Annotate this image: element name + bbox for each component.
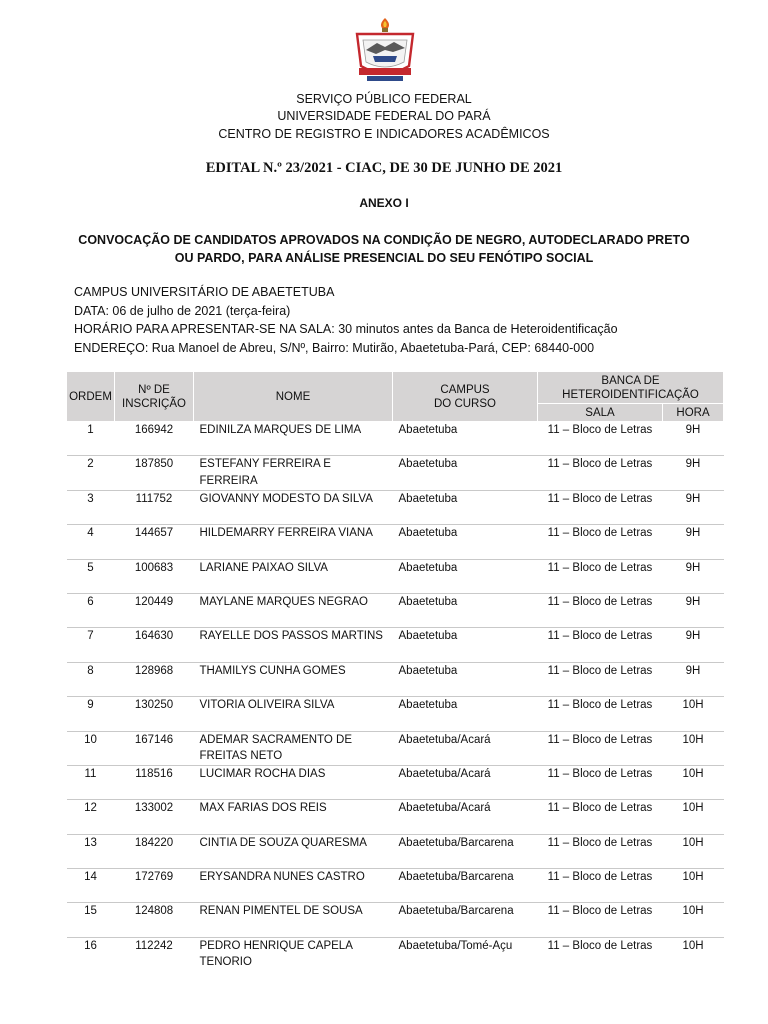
table-row: [67, 525, 724, 559]
cell-ordem: 10: [67, 731, 115, 765]
info-campus: CAMPUS UNIVERSITÁRIO DE ABAETETUBA: [74, 285, 335, 299]
cell-campus: Abaetetuba: [393, 559, 538, 593]
cell-hora: 10H: [663, 731, 724, 765]
cell-sala: 11 – Bloco de Letras: [538, 490, 663, 524]
cell-nome: HILDEMARRY FERREIRA VIANA: [194, 525, 393, 559]
info-address: ENDEREÇO: Rua Manoel de Abreu, S/Nº, Bairro: Mutirão, Abaetetuba-Pará, CEP: 68440-000: [74, 340, 595, 355]
cell-campus: Abaetetuba/Barcarena: [393, 869, 538, 903]
cell-nome: ESTEFANY FERREIRA E FERREIRA: [194, 456, 393, 490]
cell-campus: Abaetetuba: [393, 662, 538, 696]
cell-inscricao: 111752: [115, 490, 194, 524]
cell-inscricao: 124808: [115, 903, 194, 937]
header-banca-line-2: HETEROIDENTIFICAÇÃO: [562, 388, 699, 401]
header-line-university: UNIVERSIDADE FEDERAL DO PARÁ: [277, 109, 491, 123]
header-banca: [538, 372, 724, 404]
table-row: [67, 765, 724, 799]
cell-campus: Abaetetuba: [393, 697, 538, 731]
cell-ordem: 4: [67, 525, 115, 559]
cell-campus: Abaetetuba/Acará: [393, 765, 538, 799]
cell-sala: 11 – Bloco de Letras: [538, 456, 663, 490]
cell-ordem: 5: [67, 559, 115, 593]
cell-hora: 9H: [663, 662, 724, 696]
table-row: [67, 697, 724, 731]
edital-title: EDITAL N.º 23/2021 - CIAC, DE 30 DE JUNHO DE 2021: [205, 160, 563, 176]
cell-sala: 11 – Bloco de Letras: [547, 424, 653, 436]
cell-nome: THAMILYS CUNHA GOMES: [194, 662, 393, 696]
header-campus: [393, 372, 538, 422]
cell-hora: 9H: [685, 424, 701, 436]
cell-sala: 11 – Bloco de Letras: [538, 937, 663, 971]
cell-campus: Abaetetuba/Acará: [393, 731, 538, 765]
cell-hora: 10H: [663, 937, 724, 971]
table-row: [67, 731, 724, 765]
cell-nome: CINTIA DE SOUZA QUARESMA: [194, 834, 393, 868]
cell-ordem: 1: [87, 424, 94, 436]
header-inscricao-line-1: Nº DE: [138, 383, 170, 396]
cell-sala: 11 – Bloco de Letras: [538, 593, 663, 627]
cell-inscricao: 184220: [115, 834, 194, 868]
header-inscricao: [115, 372, 194, 422]
cell-nome: RAYELLE DOS PASSOS MARTINS: [194, 628, 393, 662]
info-block: [74, 283, 618, 357]
cell-campus: Abaetetuba: [393, 456, 538, 490]
convocation-title: [60, 231, 708, 267]
header-sala: SALA: [538, 404, 663, 422]
header-nome: NOME: [194, 372, 393, 422]
cell-inscricao: 120449: [115, 593, 194, 627]
header-hora: HORA: [663, 404, 724, 422]
cell-campus: Abaetetuba: [393, 628, 538, 662]
cell-hora: 10H: [663, 869, 724, 903]
cell-nome: MAYLANE MARQUES NEGRAO: [194, 593, 393, 627]
cell-inscricao: 100683: [115, 559, 194, 593]
cell-sala: 11 – Bloco de Letras: [538, 869, 663, 903]
cell-ordem: 7: [67, 628, 115, 662]
info-date: DATA: 06 de julho de 2021 (terça-feira): [74, 303, 291, 318]
cell-hora: 9H: [663, 628, 724, 662]
convocation-line-2: OU PARDO, PARA ANÁLISE PRESENCIAL DO SEU FENÓTIPO SOCIAL: [174, 251, 594, 265]
table-row: [67, 869, 724, 903]
cell-nome: LUCIMAR ROCHA DIAS: [194, 765, 393, 799]
cell-nome: ADEMAR SACRAMENTO DE FREITAS NETO: [194, 731, 393, 765]
cell-ordem: 15: [67, 903, 115, 937]
table-row: [67, 834, 724, 868]
annex-title: ANEXO I: [359, 196, 409, 210]
header-ordem: ORDEM: [67, 372, 115, 422]
cell-sala: 11 – Bloco de Letras: [538, 662, 663, 696]
cell-hora: 10H: [663, 765, 724, 799]
cell-campus: Abaetetuba/Acará: [393, 800, 538, 834]
table-row: [67, 490, 724, 524]
cell-hora: 10H: [663, 834, 724, 868]
cell-sala: 11 – Bloco de Letras: [538, 731, 663, 765]
header-line-service: SERVIÇO PÚBLICO FEDERAL: [296, 92, 472, 106]
table-row: [67, 559, 724, 593]
header-line-center: CENTRO DE REGISTRO E INDICADORES ACADÊMICOS: [218, 127, 550, 141]
table-row: [67, 456, 724, 490]
cell-inscricao: 112242: [115, 937, 194, 971]
cell-inscricao: 128968: [115, 662, 194, 696]
cell-inscricao: 164630: [115, 628, 194, 662]
table-row: [67, 800, 724, 834]
cell-ordem: 12: [67, 800, 115, 834]
cell-campus: Abaetetuba/Barcarena: [393, 834, 538, 868]
cell-sala: 11 – Bloco de Letras: [538, 800, 663, 834]
cell-hora: 9H: [663, 593, 724, 627]
cell-inscricao: 130250: [115, 697, 194, 731]
cell-sala: 11 – Bloco de Letras: [538, 765, 663, 799]
cell-hora: 9H: [663, 559, 724, 593]
cell-nome: VITORIA OLIVEIRA SILVA: [194, 697, 393, 731]
cell-inscricao: 118516: [115, 765, 194, 799]
cell-sala: 11 – Bloco de Letras: [538, 697, 663, 731]
cell-ordem: 14: [67, 869, 115, 903]
header-campus-line-2: DO CURSO: [434, 397, 496, 410]
cell-nome: PEDRO HENRIQUE CAPELA TENORIO: [194, 937, 393, 971]
ufpa-logo-icon: [349, 16, 421, 86]
cell-nome: ERYSANDRA NUNES CASTRO: [194, 869, 393, 903]
cell-ordem: 2: [67, 456, 115, 490]
cell-campus: Abaetetuba: [393, 490, 538, 524]
cell-inscricao: 172769: [115, 869, 194, 903]
candidates-table: [66, 371, 724, 971]
header-campus-line-1: CAMPUS: [440, 383, 490, 396]
cell-campus: Abaetetuba: [398, 424, 458, 436]
cell-nome: RENAN PIMENTEL DE SOUSA: [194, 903, 393, 937]
info-schedule: HORÁRIO PARA APRESENTAR-SE NA SALA: 30 minutos antes da Banca de Heteroidentificação: [74, 322, 618, 336]
cell-hora: 10H: [663, 800, 724, 834]
cell-sala: 11 – Bloco de Letras: [538, 903, 663, 937]
cell-inscricao: 167146: [115, 731, 194, 765]
table-row: [67, 937, 724, 971]
cell-hora: 9H: [663, 456, 724, 490]
cell-inscricao: 133002: [115, 800, 194, 834]
cell-campus: Abaetetuba: [393, 525, 538, 559]
cell-sala: 11 – Bloco de Letras: [538, 834, 663, 868]
cell-ordem: 3: [67, 490, 115, 524]
table-row: [67, 903, 724, 937]
cell-sala: 11 – Bloco de Letras: [538, 628, 663, 662]
cell-nome: GIOVANNY MODESTO DA SILVA: [194, 490, 393, 524]
cell-campus: Abaetetuba/Barcarena: [393, 903, 538, 937]
cell-inscricao: 166942: [134, 424, 174, 436]
table-row: [67, 593, 724, 627]
cell-campus: Abaetetuba/Tomé-Açu: [393, 937, 538, 971]
cell-sala: 11 – Bloco de Letras: [538, 559, 663, 593]
header-inscricao-line-2: INSCRIÇÃO: [122, 397, 186, 410]
cell-ordem: 6: [67, 593, 115, 627]
cell-ordem: 11: [67, 765, 115, 799]
cell-ordem: 9: [67, 697, 115, 731]
cell-ordem: 13: [67, 834, 115, 868]
cell-ordem: 16: [67, 937, 115, 971]
cell-nome: EDINILZA MARQUES DE LIMA: [199, 424, 362, 436]
cell-nome: LARIANE PAIXAO SILVA: [194, 559, 393, 593]
convocation-line-1: CONVOCAÇÃO DE CANDIDATOS APROVADOS NA CONDIÇÃO DE NEGRO, AUTODECLARADO PRETO: [78, 233, 690, 247]
cell-hora: 10H: [663, 903, 724, 937]
cell-inscricao: 144657: [115, 525, 194, 559]
table-row: [67, 422, 724, 456]
cell-nome: MAX FARIAS DOS REIS: [194, 800, 393, 834]
cell-hora: 9H: [663, 490, 724, 524]
header-banca-line-1: BANCA DE: [601, 374, 660, 387]
cell-ordem: 8: [67, 662, 115, 696]
table-row: [67, 662, 724, 696]
cell-hora: 10H: [663, 697, 724, 731]
table-row: [67, 628, 724, 662]
cell-sala: 11 – Bloco de Letras: [538, 525, 663, 559]
cell-campus: Abaetetuba: [393, 593, 538, 627]
cell-hora: 9H: [663, 525, 724, 559]
cell-inscricao: 187850: [115, 456, 194, 490]
